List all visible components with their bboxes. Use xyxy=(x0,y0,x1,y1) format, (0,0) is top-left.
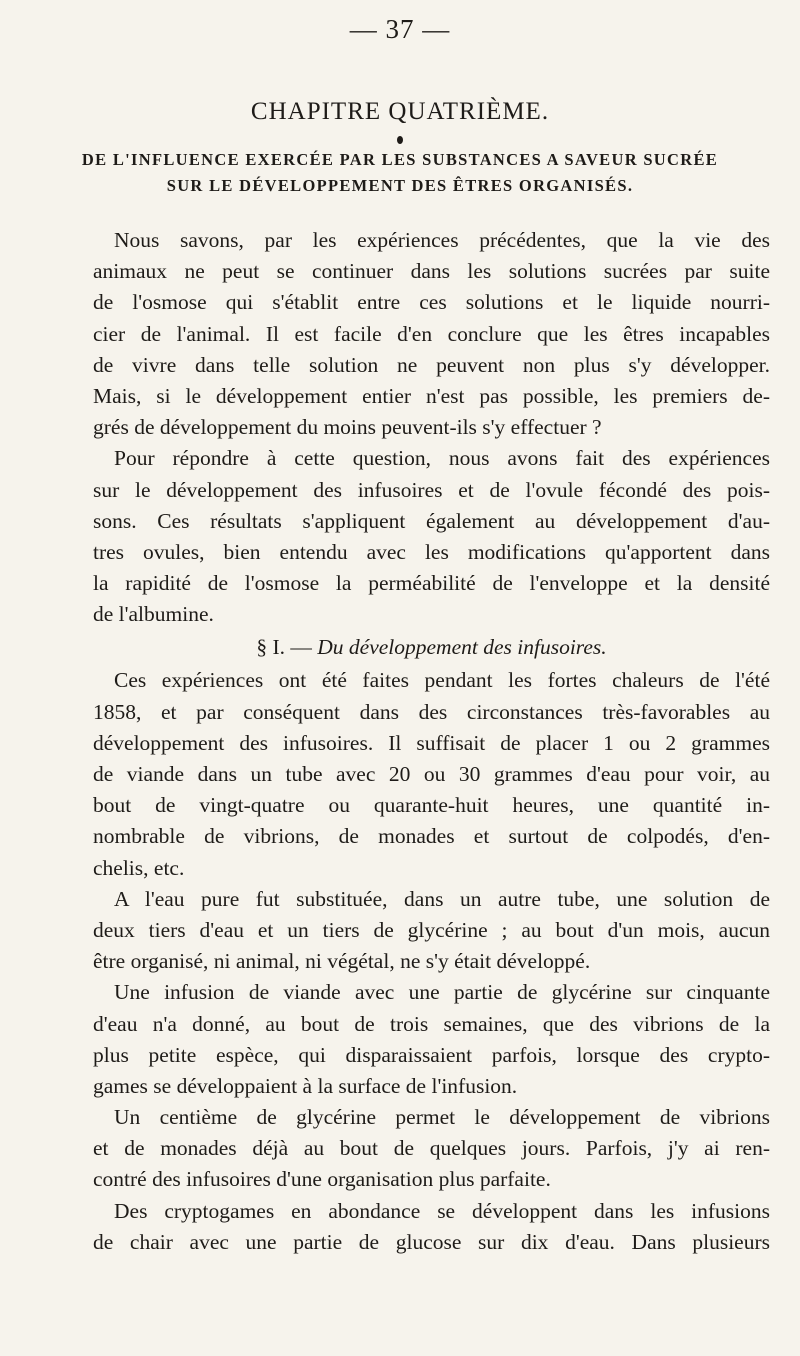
text-line: bout de vingt-quatre ou quarante-huit heures, une quantité in- xyxy=(93,793,770,818)
text-line: Ces expériences ont été faites pendant les fortes chaleurs de l'été xyxy=(114,668,770,693)
text-line: être organisé, ni animal, ni végétal, ne s'y était développé. xyxy=(93,949,591,974)
paragraph-2 xyxy=(93,443,770,630)
paragraph-4 xyxy=(93,884,770,978)
text-line: sons. Ces résultats s'appliquent également au développement d'au- xyxy=(93,508,770,533)
chapter-heading-line-2: SUR LE DÉVELOPPEMENT DES ÊTRES ORGANISÉS. xyxy=(166,176,634,195)
text-line: de viande dans un tube avec 20 ou 30 grammes d'eau pour voir, au xyxy=(93,762,770,786)
text-line: chelis, etc. xyxy=(93,855,185,880)
text-line: de l'osmose qui s'établit entre ces solutions et le liquide nourri- xyxy=(93,290,770,315)
text-line: d'eau n'a donné, au bout de trois semaines, que des vibrions de la xyxy=(93,1011,770,1036)
text-line: et de monades déjà au bout de quelques jours. Parfois, j'y ai ren- xyxy=(93,1136,770,1161)
text-line: deux tiers d'eau et un tiers de glycérine ; au bout d'un mois, aucun xyxy=(93,917,770,942)
text-line: de l'albumine. xyxy=(93,602,214,627)
section-number: § I. — xyxy=(256,635,312,660)
paragraph-5 xyxy=(93,977,770,1102)
text-line: A l'eau pure fut substituée, dans un autre tube, une solution de xyxy=(114,886,770,911)
body-text xyxy=(93,225,770,1258)
ornament-dot xyxy=(397,136,403,144)
chapter-heading-line-1: DE L'INFLUENCE EXERCÉE PAR LES SUBSTANCES A SAVEUR SUCRÉE xyxy=(81,150,719,169)
page-number: — 37 — xyxy=(349,14,451,44)
text-line: contré des infusoires d'une organisation plus parfaite. xyxy=(93,1167,551,1192)
text-line: games se développaient à la surface de l'infusion. xyxy=(93,1073,518,1098)
text-line: Pour répondre à cette question, nous avons fait des expériences xyxy=(114,446,770,471)
text-line: Nous savons, par les expériences précédentes, que la vie des xyxy=(114,228,770,252)
text-line: nombrable de vibrions, de monades et surtout de colpodés, d'en- xyxy=(93,824,770,849)
text-line: grés de développement du moins peuvent-ils s'y effectuer ? xyxy=(93,415,602,440)
text-line: de vivre dans telle solution ne peuvent non plus s'y développer. xyxy=(93,352,770,377)
paragraph-7 xyxy=(93,1196,770,1258)
section-heading xyxy=(93,630,770,665)
text-line: Mais, si le développement entier n'est pas possible, les premiers de- xyxy=(93,383,770,408)
text-line: cier de l'animal. Il est facile d'en conclure que les êtres incapables xyxy=(93,321,770,346)
section-title: Du développement des infusoires. xyxy=(317,635,607,660)
text-line: 1858, et par conséquent dans des circonstances très-favorables au xyxy=(93,699,770,724)
text-line: animaux ne peut se continuer dans les solutions sucrées par suite xyxy=(93,259,770,284)
text-line: Des cryptogames en abondance se développent dans les infusions xyxy=(114,1198,770,1223)
text-line: plus petite espèce, qui disparaissaient parfois, lorsque des crypto- xyxy=(93,1042,770,1067)
text-line: développement des infusoires. Il suffisait de placer 1 ou 2 grammes xyxy=(93,730,770,755)
chapter-title: CHAPITRE QUATRIÈME. xyxy=(250,98,550,125)
text-line: Un centième de glycérine permet le développement de vibrions xyxy=(114,1105,770,1130)
text-line: de chair avec une partie de glucose sur dix d'eau. Dans plusieurs xyxy=(93,1229,770,1254)
text-line: Une infusion de viande avec une partie de glycérine sur cinquante xyxy=(114,980,770,1005)
paragraph-6 xyxy=(93,1102,770,1196)
text-line: tres ovules, bien entendu avec les modifications qu'apportent dans xyxy=(93,539,770,564)
paragraph-1 xyxy=(93,225,770,443)
text-line: la rapidité de l'osmose la perméabilité de l'enveloppe et la densité xyxy=(93,571,770,596)
text-line: sur le développement des infusoires et de l'ovule fécondé des pois- xyxy=(93,477,770,502)
paragraph-3 xyxy=(93,665,770,883)
